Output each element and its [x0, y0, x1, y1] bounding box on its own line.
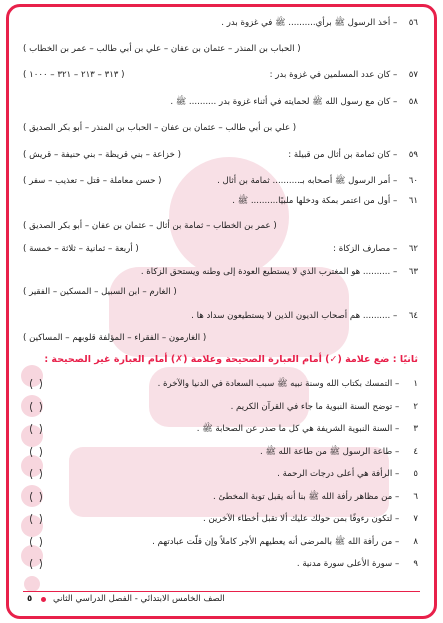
question-number: ٦١: [408, 196, 418, 206]
statement-row: [23, 378, 418, 391]
statement-row: [23, 558, 418, 571]
question-number: ٥٦: [408, 18, 418, 28]
answer-parentheses-icon[interactable]: [29, 424, 43, 434]
options-text: ( خزاعة – بني قريظة – بني حنيفة – قريش ): [23, 150, 181, 160]
statement-text: من رأفة الله ﷺ بالمرضى أنه يعطيهم الأجر كاملاً وإن قلّت عبادتهم .: [152, 536, 393, 547]
statement-dash: –: [392, 424, 402, 434]
options-text: ( الغارمون – الفقراء – المؤلفة قلوبهم – المساكين ): [23, 333, 207, 343]
options-text: ( الغارم – ابن السبيل – المسكين – الفقير ): [23, 287, 177, 297]
statement-row: [23, 423, 418, 436]
answer-parentheses-icon[interactable]: [29, 537, 43, 547]
page-number: ٥: [27, 594, 33, 604]
answer-parentheses-icon[interactable]: [29, 492, 43, 502]
statement-number: ١: [413, 379, 418, 389]
answer-parentheses-icon[interactable]: [29, 447, 43, 457]
statement-dash: –: [392, 379, 402, 389]
options-text: ( أربعة – ثمانية – ثلاثة – خمسة ): [23, 244, 139, 254]
question-58-options: [23, 122, 416, 134]
statement-number: ٤: [413, 446, 418, 457]
statement-dash: –: [392, 469, 402, 479]
statement-text: السنة النبوية الشريفة هي كل ما صدر عن الصحابة ﷺ .: [196, 424, 393, 434]
statement-text: سورة الأعلى سورة مدنية .: [296, 559, 393, 569]
question-number: ٦٢: [408, 244, 418, 254]
question-58: [23, 96, 418, 108]
question-text: – .......... هم أصحاب الديون الذين لا يستطيعون سداد ها .: [191, 311, 398, 321]
statement-number: ٥: [413, 469, 418, 479]
question-number: ٦٠: [408, 176, 418, 186]
statement-text: توضح السنة النبوية ما جاء في القرآن الكريم .: [230, 401, 393, 412]
question-64-options: [23, 332, 416, 344]
statement-row: [23, 536, 418, 549]
statement-dash: –: [392, 559, 402, 569]
statement-text: الرأفة هي أعلى درجات الرحمة .: [277, 469, 393, 479]
question-text: – كان مع رسول الله ﷺ لحمايته في أثناء غزوة بدر .......... ﷺ .: [170, 97, 398, 107]
statement-row: [23, 468, 418, 481]
question-59: [23, 149, 418, 161]
statement-number: ٢: [413, 401, 418, 412]
statement-number: ٧: [413, 514, 418, 524]
section-two-heading: ثانيًا : ضع علامة (✓) أمام العبارة الصحيحة وعلامة (✗) أمام العبارة غير الصحيحة :: [44, 354, 418, 365]
statement-row: [23, 401, 418, 414]
statement-row: [23, 491, 418, 504]
statement-row: [23, 446, 418, 459]
question-text: – .......... هو المغترب الذي لا يستطيع العودة إلى وطنه ويستحق الزكاة .: [140, 267, 398, 277]
statement-text: لتكون رءوفًا بمن حولك عليك ألا تقبل أخطاء الآخرين .: [203, 514, 393, 524]
answer-parentheses-icon[interactable]: [29, 402, 43, 412]
statement-number: ٦: [413, 491, 418, 502]
question-number: ٥٩: [408, 150, 418, 160]
statement-dash: –: [392, 536, 402, 547]
question-number: ٦٣: [408, 267, 418, 277]
answer-parentheses-icon[interactable]: [29, 514, 43, 524]
question-64: [23, 310, 418, 322]
statement-dash: –: [392, 491, 402, 502]
question-63-options: [23, 286, 416, 298]
statement-dash: –: [392, 446, 402, 457]
question-text: – كان عدد المسلمين في غزوة بدر :: [269, 70, 398, 80]
answer-parentheses-icon[interactable]: [29, 559, 43, 569]
question-text: – كان ثمامة بن أثال من قبيلة :: [288, 150, 398, 160]
question-62: [23, 243, 418, 255]
statement-number: ٨: [413, 536, 418, 547]
options-text: ( الحباب بن المنذر – عثمان بن عفان – علي بن أبي طالب – عمر بن الخطاب ): [23, 44, 301, 54]
answer-parentheses-icon[interactable]: [29, 379, 43, 389]
statement-text: طاعة الرسول ﷺ من طاعة الله ﷺ .: [259, 446, 393, 457]
question-number: ٥٧: [408, 70, 418, 80]
question-61: [23, 195, 418, 207]
question-text: – أمر الرسول ﷺ أصحابه بـ.......... ثمامة بن أثال .: [217, 176, 398, 186]
options-text: ( حسن معاملة – قتل – تعذيب – سفر ): [23, 176, 162, 186]
statement-dash: –: [392, 514, 402, 524]
options-text: ( علي بن أبي طالب – عثمان بن عفان – الحباب بن المنذر – أبو بكر الصديق ): [23, 123, 297, 133]
options-text: ( ٣١٣ – ٢١٣ – ٣٢١ – ١٠٠٠ ): [23, 70, 125, 80]
options-text: ( عمر بن الخطاب – ثمامة بن أثال – عثمان بن عفان – أبو بكر الصديق ): [23, 221, 277, 231]
question-text: – أخذ الرسول ﷺ برأي.......... ﷺ في غزوة بدر .: [221, 18, 398, 28]
question-61-options: [23, 220, 416, 232]
footer-dot-icon: [41, 597, 46, 602]
statement-dash: –: [392, 401, 402, 412]
question-63: [23, 266, 418, 278]
statement-text: التمسك بكتاب الله وسنة نبيه ﷺ سبب السعادة في الدنيا والآخرة .: [157, 379, 393, 389]
question-56-options: [23, 43, 416, 55]
question-text: – أول من اعتمر بمكة ودخلها ملبيًا.......... ﷺ .: [232, 196, 398, 206]
question-56: [23, 17, 418, 29]
answer-parentheses-icon[interactable]: [29, 469, 43, 479]
question-57: [23, 69, 418, 81]
page-footer: [23, 591, 420, 606]
page-frame: [6, 4, 437, 619]
statement-row: [23, 513, 418, 526]
statement-number: ٣: [413, 424, 418, 434]
statement-number: ٩: [413, 559, 418, 569]
statement-text: من مظاهر رأفة الله ﷺ بنا أنه يقبل توبة المخطئ .: [213, 491, 393, 502]
footer-title: الصف الخامس الابتدائي - الفصل الدراسي الثاني: [53, 594, 225, 604]
question-60: [23, 175, 418, 187]
question-number: ٥٨: [408, 97, 418, 107]
question-number: ٦٤: [408, 311, 418, 321]
question-text: – مصارف الزكاة :: [333, 244, 398, 254]
